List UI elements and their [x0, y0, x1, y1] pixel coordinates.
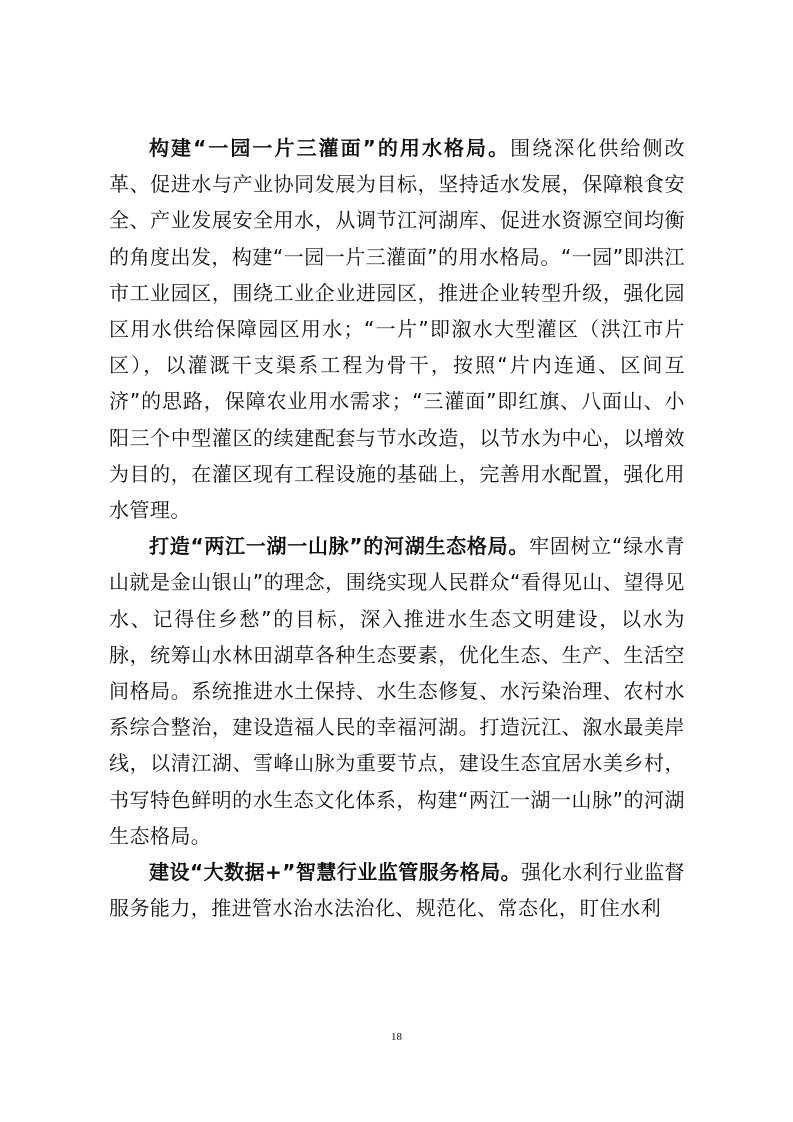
paragraph: [109, 130, 685, 528]
page-number: 18: [391, 1031, 402, 1043]
paragraph-heading: 构建“一园一片三灌面”的用水格局。: [149, 136, 511, 160]
document-body: [109, 130, 685, 926]
paragraph-text: 强化水利行业监督服务能力，推进管水治水法治化、规范化、常态化，盯住水利: [109, 860, 685, 921]
paragraph-heading: 打造“两江一湖一山脉”的河湖生态格局。: [149, 534, 530, 559]
paragraph-text: 围绕深化供给侧改革、促进水与产业协同发展为目标，坚持适水发展，保障粮食安全、产业发展安全用水，从调节江河湖库、促进水资源空间均衡的角度出发，构建“一园一片三灌面”的用水格局。“一园”即洪江市工业园区，围绕工业企业进园区，推进企业转型升级，强化园区用水供给保障园区用水；“一片”即溆水大型灌区（洪江市片区），以灌溉干支渠系工程为骨干，按照“片内连通、区间互济”的思路，保障农业用水需求；“三灌面”即红旗、八面山、小阳三个中型灌区的续建配套与节水改造，以节水为中心，以增效为目的，在灌区现有工程设施的基础上，完善用水配置，强化用水管理。: [109, 136, 685, 523]
paragraph-text: 牢固树立“绿水青山就是金山银山”的理念，围绕实现人民群众“看得见山、望得见水、记得住乡愁”的目标，深入推进水生态文明建设，以水为脉，统筹山水林田湖草各种生态要素，优化生态、生产、生活空间格局。系统推进水土保持、水生态修复、水污染治理、农村水系综合整治，建设造福人民的幸福河湖。打造沅江、溆水最美岸线，以清江湖、雪峰山脉为重要节点，建设生态宜居水美乡村，书写特色鲜明的水生态文化体系，构建“两江一湖一山脉”的河湖生态格局。: [109, 534, 685, 848]
paragraph-heading: 建设“大数据+”智慧行业监管服务格局。: [149, 860, 522, 885]
paragraph: [109, 528, 685, 854]
paragraph: [109, 854, 685, 926]
